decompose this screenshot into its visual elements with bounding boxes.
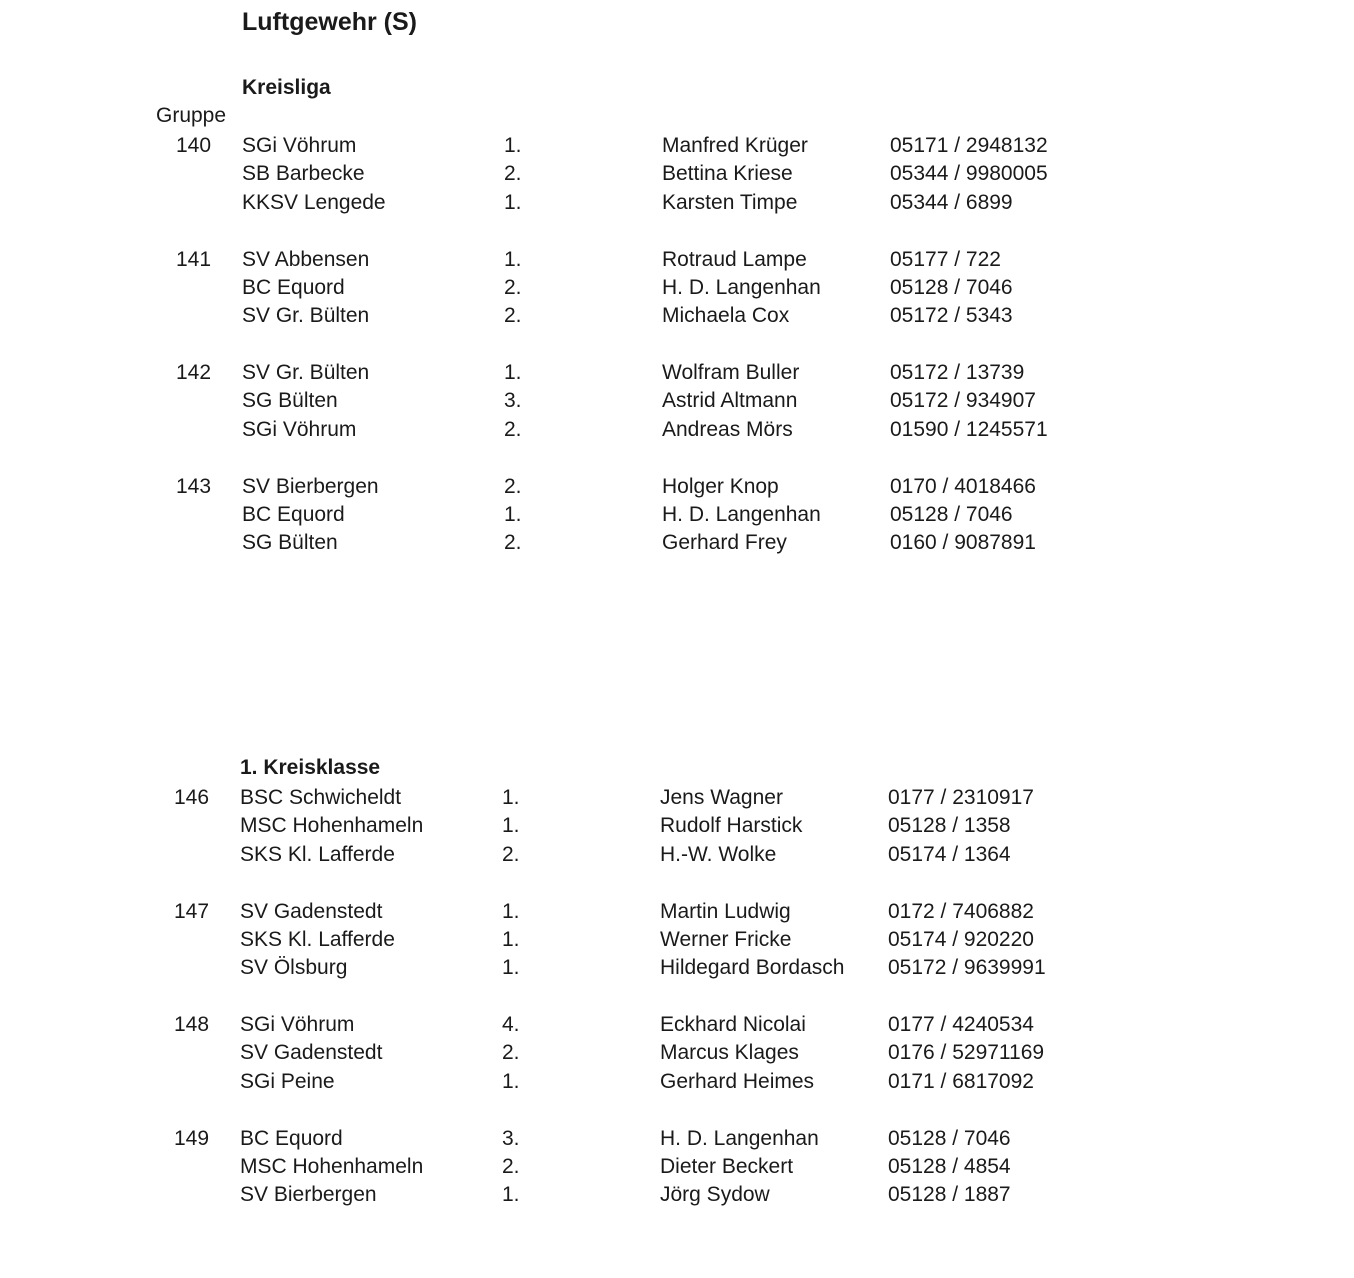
page-title: Luftgewehr (S) bbox=[242, 8, 417, 36]
table-row bbox=[0, 246, 1354, 274]
contact-name: Holger Knop bbox=[662, 474, 779, 498]
group-number: 147 bbox=[174, 899, 210, 923]
phone-number: 0172 / 7406882 bbox=[888, 899, 1034, 923]
team-number: 1. bbox=[502, 899, 520, 923]
contact-name: Gerhard Heimes bbox=[660, 1069, 815, 1093]
team-number: 2. bbox=[502, 842, 520, 866]
group-number: 148 bbox=[174, 1013, 210, 1036]
team-number: 1. bbox=[504, 134, 522, 157]
group-block bbox=[0, 473, 1354, 587]
club-name: SB Barbecke bbox=[242, 162, 365, 186]
table-row bbox=[0, 501, 1354, 529]
phone-number: 05128 / 4854 bbox=[888, 1154, 1011, 1178]
contact-name: H.-W. Wolke bbox=[660, 842, 777, 866]
contact-name: Marcus Klages bbox=[660, 1041, 799, 1065]
table-row bbox=[0, 1181, 1354, 1209]
club-name: SV Bierbergen bbox=[242, 474, 379, 498]
team-number: 2. bbox=[502, 1154, 520, 1178]
group-number: 141 bbox=[176, 247, 212, 271]
contact-name: Eckhard Nicolai bbox=[660, 1013, 806, 1036]
club-name: SGi Peine bbox=[240, 1069, 335, 1093]
club-name: SKS Kl. Lafferde bbox=[240, 927, 395, 951]
phone-number: 0176 / 52971169 bbox=[888, 1041, 1045, 1065]
contact-name: Dieter Beckert bbox=[660, 1154, 794, 1178]
table-row bbox=[0, 1153, 1354, 1181]
group-block bbox=[0, 1125, 1354, 1239]
team-number: 1. bbox=[504, 361, 522, 384]
contact-name: H. D. Langenhan bbox=[660, 1126, 819, 1150]
club-name: BC Equord bbox=[242, 275, 345, 299]
group-block bbox=[0, 246, 1354, 360]
phone-number: 05171 / 2948132 bbox=[890, 134, 1048, 157]
team-number: 2. bbox=[504, 162, 522, 186]
table-row bbox=[0, 416, 1354, 444]
team-number: 2. bbox=[504, 531, 522, 555]
club-name: SV Gr. Bülten bbox=[242, 361, 370, 384]
contact-name: Astrid Altmann bbox=[662, 389, 798, 413]
group-number: 142 bbox=[176, 361, 212, 384]
phone-number: 05177 / 722 bbox=[890, 247, 1001, 271]
team-number: 2. bbox=[504, 275, 522, 299]
club-name: SV Abbensen bbox=[242, 247, 370, 271]
team-number: 1. bbox=[504, 502, 522, 526]
team-number: 1. bbox=[504, 190, 522, 214]
group-list bbox=[0, 784, 1354, 1238]
contact-name: Andreas Mörs bbox=[662, 417, 793, 441]
team-number: 1. bbox=[504, 247, 522, 271]
group-number: 143 bbox=[176, 474, 212, 498]
phone-number: 05172 / 5343 bbox=[890, 304, 1013, 328]
table-row bbox=[0, 132, 1354, 160]
phone-number: 05172 / 9639991 bbox=[888, 956, 1046, 980]
table-row bbox=[0, 387, 1354, 415]
club-name: SV Gadenstedt bbox=[240, 1041, 383, 1065]
contact-name: Werner Fricke bbox=[660, 927, 792, 951]
table-row bbox=[0, 359, 1354, 387]
group-number: 149 bbox=[174, 1126, 210, 1150]
phone-number: 05344 / 6899 bbox=[890, 190, 1013, 214]
club-name: SV Ölsburg bbox=[240, 956, 348, 980]
contact-name: Bettina Kriese bbox=[662, 162, 793, 186]
club-name: SGi Vöhrum bbox=[240, 1013, 355, 1036]
table-row bbox=[0, 784, 1354, 812]
club-name: SV Gadenstedt bbox=[240, 899, 383, 923]
group-block bbox=[0, 784, 1354, 898]
table-row bbox=[0, 812, 1354, 840]
group-block bbox=[0, 1011, 1354, 1125]
table-row bbox=[0, 954, 1354, 982]
phone-number: 05174 / 1364 bbox=[888, 842, 1011, 866]
phone-number: 05172 / 934907 bbox=[890, 389, 1036, 413]
club-name: SG Bülten bbox=[242, 389, 338, 413]
phone-number: 0177 / 4240534 bbox=[888, 1013, 1034, 1036]
group-number: 140 bbox=[176, 134, 212, 157]
phone-number: 05128 / 7046 bbox=[890, 275, 1013, 299]
club-name: KKSV Lengede bbox=[242, 190, 386, 214]
contact-name: Martin Ludwig bbox=[660, 899, 791, 923]
column-label-gruppe: Gruppe bbox=[156, 104, 227, 127]
contact-name: Jörg Sydow bbox=[660, 1183, 770, 1207]
phone-number: 05128 / 7046 bbox=[888, 1126, 1011, 1150]
section-heading: 1. Kreisklasse bbox=[240, 756, 381, 779]
table-row bbox=[0, 926, 1354, 954]
table-row bbox=[0, 302, 1354, 330]
contact-name: Rotraud Lampe bbox=[662, 247, 807, 271]
table-row bbox=[0, 1068, 1354, 1096]
table-row bbox=[0, 160, 1354, 188]
phone-number: 0160 / 9087891 bbox=[890, 531, 1036, 555]
club-name: SG Bülten bbox=[242, 531, 338, 555]
club-name: SV Gr. Bülten bbox=[242, 304, 370, 328]
contact-name: Michaela Cox bbox=[662, 304, 790, 328]
table-row bbox=[0, 189, 1354, 217]
club-name: SKS Kl. Lafferde bbox=[240, 842, 395, 866]
phone-number: 0177 / 2310917 bbox=[888, 786, 1034, 809]
section-heading: Kreisliga bbox=[242, 76, 331, 99]
contact-name: Rudolf Harstick bbox=[660, 814, 803, 838]
contact-name: Manfred Krüger bbox=[662, 134, 808, 157]
contact-name: Karsten Timpe bbox=[662, 190, 798, 214]
phone-number: 0171 / 6817092 bbox=[888, 1069, 1034, 1093]
phone-number: 01590 / 1245571 bbox=[890, 417, 1048, 441]
table-row bbox=[0, 841, 1354, 869]
team-number: 3. bbox=[502, 1126, 520, 1150]
team-number: 2. bbox=[504, 474, 522, 498]
table-row bbox=[0, 473, 1354, 501]
table-row bbox=[0, 1039, 1354, 1067]
team-number: 1. bbox=[502, 927, 520, 951]
table-row bbox=[0, 529, 1354, 557]
phone-number: 05172 / 13739 bbox=[890, 361, 1025, 384]
group-block bbox=[0, 898, 1354, 1012]
group-block bbox=[0, 132, 1354, 246]
team-number: 1. bbox=[502, 956, 520, 980]
contact-name: Hildegard Bordasch bbox=[660, 956, 845, 980]
table-row bbox=[0, 1125, 1354, 1153]
club-name: BSC Schwicheldt bbox=[240, 786, 402, 809]
club-name: BC Equord bbox=[240, 1126, 343, 1150]
club-name: SGi Vöhrum bbox=[242, 417, 357, 441]
contact-name: H. D. Langenhan bbox=[662, 275, 821, 299]
contact-name: Jens Wagner bbox=[660, 786, 783, 809]
club-name: BC Equord bbox=[242, 502, 345, 526]
phone-number: 05128 / 1358 bbox=[888, 814, 1011, 838]
team-number: 3. bbox=[504, 389, 522, 413]
team-number: 2. bbox=[504, 417, 522, 441]
team-number: 1. bbox=[502, 786, 520, 809]
phone-number: 05128 / 7046 bbox=[890, 502, 1013, 526]
team-number: 2. bbox=[502, 1041, 520, 1065]
table-row bbox=[0, 898, 1354, 926]
phone-number: 05128 / 1887 bbox=[888, 1183, 1011, 1207]
team-number: 4. bbox=[502, 1013, 520, 1036]
group-list bbox=[0, 132, 1354, 586]
phone-number: 0170 / 4018466 bbox=[890, 474, 1036, 498]
group-block bbox=[0, 359, 1354, 473]
team-number: 2. bbox=[504, 304, 522, 328]
club-name: MSC Hohenhameln bbox=[240, 1154, 424, 1178]
team-number: 1. bbox=[502, 1069, 520, 1093]
table-row bbox=[0, 1011, 1354, 1039]
phone-number: 05344 / 9980005 bbox=[890, 162, 1048, 186]
contact-name: H. D. Langenhan bbox=[662, 502, 821, 526]
phone-number: 05174 / 920220 bbox=[888, 927, 1034, 951]
club-name: SGi Vöhrum bbox=[242, 134, 357, 157]
club-name: SV Bierbergen bbox=[240, 1183, 377, 1207]
club-name: MSC Hohenhameln bbox=[240, 814, 424, 838]
contact-name: Wolfram Buller bbox=[662, 361, 800, 384]
team-number: 1. bbox=[502, 814, 520, 838]
table-row bbox=[0, 274, 1354, 302]
team-number: 1. bbox=[502, 1183, 520, 1207]
contact-name: Gerhard Frey bbox=[662, 531, 787, 555]
group-number: 146 bbox=[174, 786, 210, 809]
